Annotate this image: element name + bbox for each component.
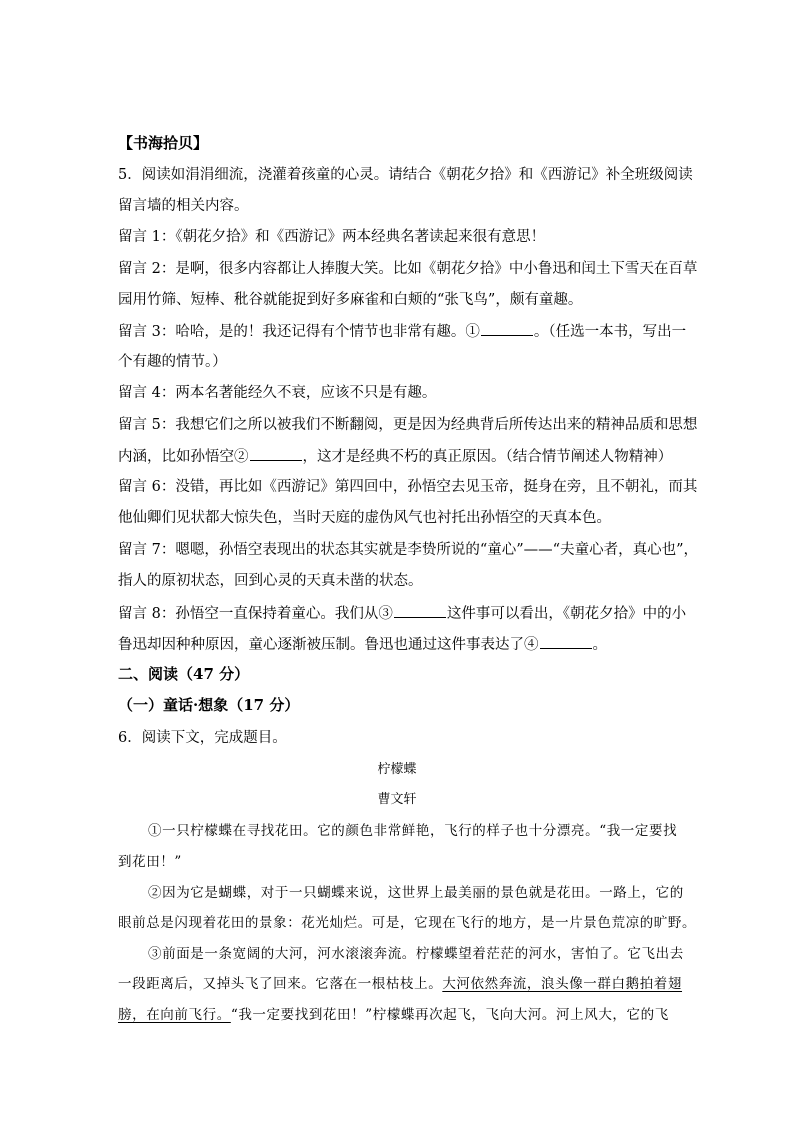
story-title: 柠檬蝶 bbox=[377, 762, 417, 777]
message-8-text-post: 这件事可以看出，《朝花夕拾》中的小 bbox=[446, 606, 687, 622]
story-p3-line-1: ③前面是一条宽阔的大河，河水滚滚奔流。柠檬蝶望着茫茫的河水，害怕了。它飞出去 bbox=[148, 946, 684, 962]
part-2-subtitle: （一）童话·想象（17 分） bbox=[118, 696, 300, 714]
answer-blank-2[interactable] bbox=[250, 446, 302, 461]
story-p3-line-3 bbox=[118, 1005, 669, 1025]
story-p2-line-1: ②因为它是蝴蝶，对于一只蝴蝶来说，这世界上最美丽的景色就是花田。一路上，它的 bbox=[148, 885, 684, 901]
message-7-line-1: 留言 7：嗯嗯，孙悟空表现出的状态其实就是李贽所说的“童心”——“夫童心者，真心也”， bbox=[118, 542, 698, 558]
message-2-line-1: 留言 2：是啊，很多内容都让人捧腹大笑。比如《朝花夕拾》中小鲁迅和闰土下雪天在百草 bbox=[118, 261, 698, 277]
story-author: 曹文轩 bbox=[377, 792, 417, 807]
story-p3-text-2: “我一定要找到花田！”柠檬蝶再次起飞，飞向大河。河上风大，它的飞 bbox=[230, 1007, 669, 1023]
story-p3-underlined-2: 膀，在向前飞行。 bbox=[118, 1007, 231, 1023]
message-8-text-pre: 留言 8：孙悟空一直保持着童心。我们从③ bbox=[118, 606, 393, 622]
section-title: 【书海拾贝】 bbox=[118, 134, 209, 152]
q5-line-1: 5．阅读如涓涓细流，浇灌着孩童的心灵。请结合《朝花夕拾》和《西游记》补全班级阅读 bbox=[118, 167, 693, 183]
story-p3-line-2 bbox=[118, 974, 682, 994]
q5-line-2: 留言墙的相关内容。 bbox=[118, 198, 249, 214]
answer-blank-1[interactable] bbox=[481, 321, 533, 336]
message-4: 留言 4：两本名著能经久不衰，应该不只是有趣。 bbox=[118, 385, 437, 401]
story-p3-text: 一段距离后，又掉头飞了回来。它落在一根枯枝上。 bbox=[118, 976, 443, 992]
message-8-text-post-2: 。 bbox=[592, 637, 607, 653]
q6-intro: 6．阅读下文，完成题目。 bbox=[118, 730, 287, 746]
message-2-line-2: 园用竹筛、短棒、秕谷就能捉到好多麻雀和白颊的“张飞鸟”，颇有童趣。 bbox=[118, 292, 583, 308]
message-6-line-1: 留言 6：没错，再比如《西游记》第四回中，孙悟空去见玉帝，挺身在旁，且不朝礼，而其 bbox=[118, 479, 698, 495]
message-8-text-pre-2: 鲁迅却因种种原因，童心逐渐被压制。鲁迅也通过这件事表达了④ bbox=[118, 637, 539, 653]
message-5-line-1: 留言 5：我想它们之所以被我们不断翻阅，更是因为经典背后所传达出来的精神品质和思想 bbox=[118, 417, 698, 433]
message-5-text-post: ，这才是经典不朽的真正原因。（结合情节阐述人物精神） bbox=[302, 449, 673, 465]
message-6-line-2: 他仙卿们见状都大惊失色，当时天庭的虚伪风气也衬托出孙悟空的天真本色。 bbox=[118, 510, 611, 526]
answer-blank-4[interactable] bbox=[540, 634, 592, 649]
message-1: 留言 1：《朝花夕拾》和《西游记》两本经典名著读起来很有意思！ bbox=[118, 229, 546, 245]
answer-blank-3[interactable] bbox=[394, 603, 446, 618]
story-p1-line-2: 到花田！” bbox=[118, 854, 182, 870]
story-p2-line-2: 眼前总是闪现着花田的景象：花光灿烂。可是，它现在飞行的地方，是一片景色荒凉的旷野。 bbox=[118, 915, 697, 931]
part-2-title: 二、阅读（47 分） bbox=[118, 665, 250, 683]
story-p3-underlined-1: 大河依然奔流，浪头像一群白鹅拍着翅 bbox=[442, 976, 683, 992]
story-p1-line-1: ①一只柠檬蝶在寻找花田。它的颜色非常鲜艳，飞行的样子也十分漂亮。“我一定要找 bbox=[148, 823, 678, 839]
message-7-line-2: 指人的原初状态，回到心灵的天真未凿的状态。 bbox=[118, 573, 423, 589]
message-5-line-2 bbox=[118, 446, 672, 467]
message-3-text-pre: 留言 3：哈哈，是的！我还记得有个情节也非常有趣。① bbox=[118, 324, 480, 340]
message-8-line-1 bbox=[118, 603, 686, 624]
message-3-line-2: 个有趣的情节。） bbox=[118, 354, 227, 370]
message-3-line-1 bbox=[118, 321, 686, 342]
message-3-text-post: 。（任选一本书，写出一 bbox=[533, 324, 687, 340]
message-5-text-pre: 内涵，比如孙悟空② bbox=[118, 449, 249, 465]
message-8-line-2 bbox=[118, 634, 607, 655]
